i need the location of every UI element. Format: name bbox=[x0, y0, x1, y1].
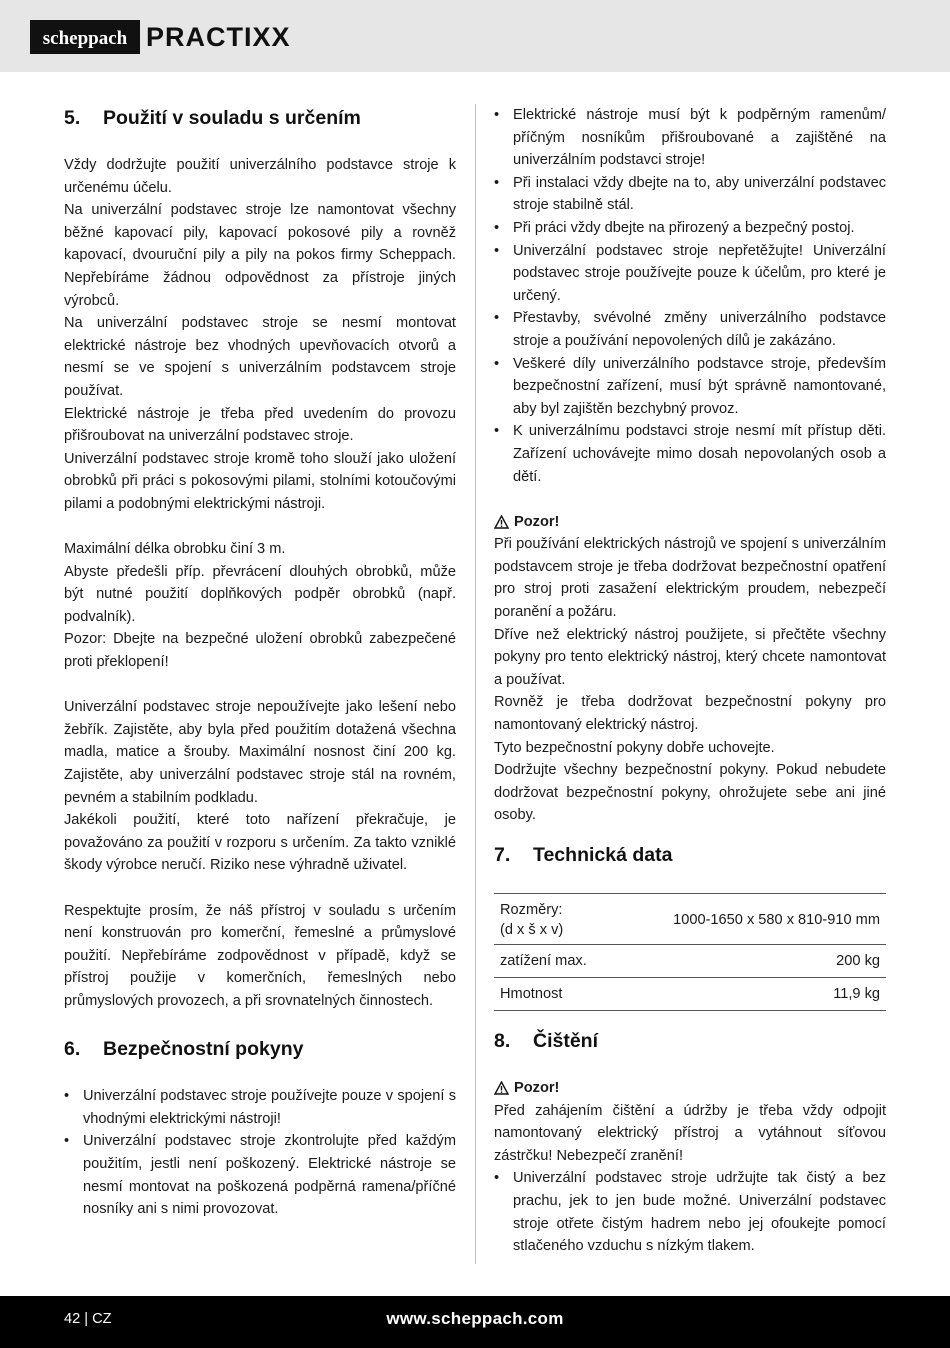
list-item: • Při práci vždy dbejte na přirozený a bezpečný postoj. bbox=[494, 217, 886, 240]
paragraph: Dodržujte všechny bezpečnostní pokyny. Pokud nebudete dodržovat bezpečnostní pokyny, ohrožujete sebe ani jiné osoby. bbox=[494, 762, 886, 824]
warning-label bbox=[494, 1077, 886, 1100]
page-footer bbox=[0, 1296, 950, 1348]
table-cell-value: 200 kg bbox=[616, 945, 886, 978]
paragraph: Maximální délka obrobku činí 3 m. bbox=[64, 541, 286, 558]
paragraph: Před zahájením čištění a údržby je třeba vždy odpojit namontovaný elektrický přístroj a vytáhnout síťovou zástrčku! Nebezpečí zranění! bbox=[494, 1102, 886, 1164]
section-6-heading bbox=[64, 1035, 456, 1063]
scheppach-logo bbox=[30, 20, 140, 54]
paragraph: Na univerzální podstavec stroje lze namontovat všechny běžné kapovací pily, kapovací pokosové pily a rovněž kapovací, dvouruční pily a pily na pokos firmy Scheppach. Nepřebíráme žádnou odpovědnost za přístroje jiných výrobců. bbox=[64, 202, 456, 309]
warning-label bbox=[494, 511, 886, 534]
section-title: Čištění bbox=[533, 1030, 599, 1052]
list-item: • Přestavby, svévolné změny univerzálního podstavce stroje a používání nepovolených dílů je zakázáno. bbox=[494, 307, 886, 352]
practixx-logo bbox=[146, 21, 336, 51]
left-column bbox=[64, 104, 456, 1221]
safety-bullet-list bbox=[494, 104, 886, 488]
paragraph: Na univerzální podstavec stroje se nesmí montovat elektrické nástroje bez vhodných upevňovacích otvorů a nesmí se ve spojení s univerzálním podstavcem stroje používat. bbox=[64, 315, 456, 399]
section-8-heading bbox=[494, 1027, 886, 1055]
paragraph: Tyto bezpečnostní pokyny dobře uchovejte. bbox=[494, 739, 775, 756]
section-7-heading bbox=[494, 841, 886, 869]
section-number: 6. bbox=[64, 1038, 81, 1061]
warning-triangle-icon bbox=[494, 515, 509, 529]
cleaning-bullet-list bbox=[494, 1167, 886, 1257]
list-item: • Univerzální podstavec stroje udržujte tak čistý a bez prachu, jek to jen bude možné. Univerzální podstavec stroje otřete čistým hadrem nebo jej ofoukejte pomocí stlačeného vzduchu s nízkým tlakem. bbox=[494, 1167, 886, 1257]
list-item: • Veškeré díly univerzálního podstavce stroje, především bezpečnostní zařízení, musí být správně namontované, aby byl zajištěn bezchybný provoz. bbox=[494, 353, 886, 421]
safety-bullet-list bbox=[64, 1085, 456, 1221]
list-item: • Elektrické nástroje musí být k podpěrným ramenům/ příčným nosníkům přišroubované a zajištěné na univerzálním podstavci stroje! bbox=[494, 104, 886, 172]
warning-triangle-icon bbox=[494, 1081, 509, 1095]
list-item: • Při instalaci vždy dbejte na to, aby univerzální podstavec stroje stabilně stál. bbox=[494, 172, 886, 217]
svg-text:scheppach: scheppach bbox=[42, 28, 128, 49]
table-row bbox=[494, 894, 886, 945]
right-column bbox=[494, 104, 886, 1258]
warning-text: Pozor! bbox=[514, 513, 560, 530]
website-url: www.scheppach.com bbox=[386, 1309, 564, 1328]
list-item: • Univerzální podstavec stroje zkontrolujte před každým použitím, jestli není poškozený. Elektrické nástroje se nesmí montovat na poškozená podpěrná ramena/příčné nosníky ani s nimi provozovat. bbox=[64, 1130, 456, 1220]
section-5-heading bbox=[64, 104, 456, 132]
paragraph: Pozor: Dbejte na bezpečné uložení obrobků zabezpečené proti překlopení! bbox=[64, 631, 456, 671]
warning-text: Pozor! bbox=[514, 1080, 560, 1096]
section-title: Bezpečnostní pokyny bbox=[103, 1038, 304, 1061]
paragraph: Elektrické nástroje je třeba před uvedením do provozu přišroubovat na univerzální podstavec stroje. bbox=[64, 405, 456, 445]
section-title: Technická data bbox=[533, 844, 673, 866]
table-cell-value: 11,9 kg bbox=[616, 978, 886, 1011]
column-divider bbox=[475, 104, 476, 1264]
section-title: Použití v souladu s určením bbox=[103, 107, 361, 129]
page-header bbox=[0, 0, 950, 72]
paragraph: Abyste předešli příp. převrácení dlouhých obrobků, může být nutné použití doplňkových podpěr obrobků (např. podvalník). bbox=[64, 563, 456, 625]
table-cell-label: zatížení max. bbox=[494, 945, 616, 978]
section-number: 8. bbox=[494, 1030, 511, 1052]
svg-text:PRACTIXX: PRACTIXX bbox=[146, 22, 291, 51]
paragraph: Univerzální podstavec stroje kromě toho slouží jako uložení obrobků při práci s pokosovými pilami, stolními kotoučovými pilami a podobnými elektrickými nástroji. bbox=[64, 450, 456, 512]
table-row bbox=[494, 978, 886, 1011]
paragraph: Při používání elektrických nástrojů ve spojení s univerzálním podstavcem stroje je třeba dodržovat bezpečnostní opatření pro stroj proti zasažení elektrickým proudem, nebezpečí poranění a požáru. bbox=[494, 536, 886, 621]
page-number: 42 | CZ bbox=[64, 1311, 112, 1327]
table-cell-value: 1000-1650 x 580 x 810-910 mm bbox=[616, 894, 886, 945]
table-cell-label: Hmotnost bbox=[494, 978, 616, 1011]
paragraph: Rovněž je třeba dodržovat bezpečnostní pokyny pro namontovaný elektrický nástroj. bbox=[494, 694, 886, 734]
list-item: • Univerzální podstavec stroje nepřetěžujte! Univerzální podstavec stroje používejte pouze k účelům, pro které je určený. bbox=[494, 240, 886, 308]
section-number: 5. bbox=[64, 107, 81, 129]
technical-data-table bbox=[494, 893, 886, 1011]
table-cell-label: Rozměry: (d x š x v) bbox=[494, 894, 616, 945]
paragraph: Respektujte prosím, že náš přístroj v souladu s určením není konstruován pro komerční, řemeslné a průmyslové použití. Nepřebíráme zodpovědnost v případě, když se přístroj použije v komerčních, řemeslných nebo průmyslových provozech, a při srovnatelných činnostech. bbox=[64, 902, 456, 1009]
paragraph: Dříve než elektrický nástroj použijete, si přečtěte všechny pokyny pro tento elektrický nástroj, který chcete namontovat a používat. bbox=[494, 626, 886, 688]
section-number: 7. bbox=[494, 844, 511, 866]
paragraph: Jakékoli použití, které toto nařízení překračuje, je považováno za použití v rozporu s určením. Za takto vzniklé škody výrobce neručí. Riziko nese výhradně uživatel. bbox=[64, 812, 456, 874]
paragraph: Univerzální podstavec stroje nepoužívejte jako lešení nebo žebřík. Zajistěte, aby byla před použitím dotažená všechna madla, matice a šrouby. Maximální nosnost činí 200 kg. Zajistěte, aby univerzální podstavec stroje stál na rovném, pevném a stabilním podkladu. bbox=[64, 699, 456, 806]
list-item: • Univerzální podstavec stroje používejte pouze v spojení s vhodnými elektrickými nástroji! bbox=[64, 1085, 456, 1130]
list-item: • K univerzálnímu podstavci stroje nesmí mít přístup děti. Zařízení uchovávejte mimo dosah nepovolaných osob a dětí. bbox=[494, 420, 886, 488]
table-row bbox=[494, 945, 886, 978]
paragraph: Vždy dodržujte použití univerzálního podstavce stroje k určenému účelu. bbox=[64, 157, 456, 196]
